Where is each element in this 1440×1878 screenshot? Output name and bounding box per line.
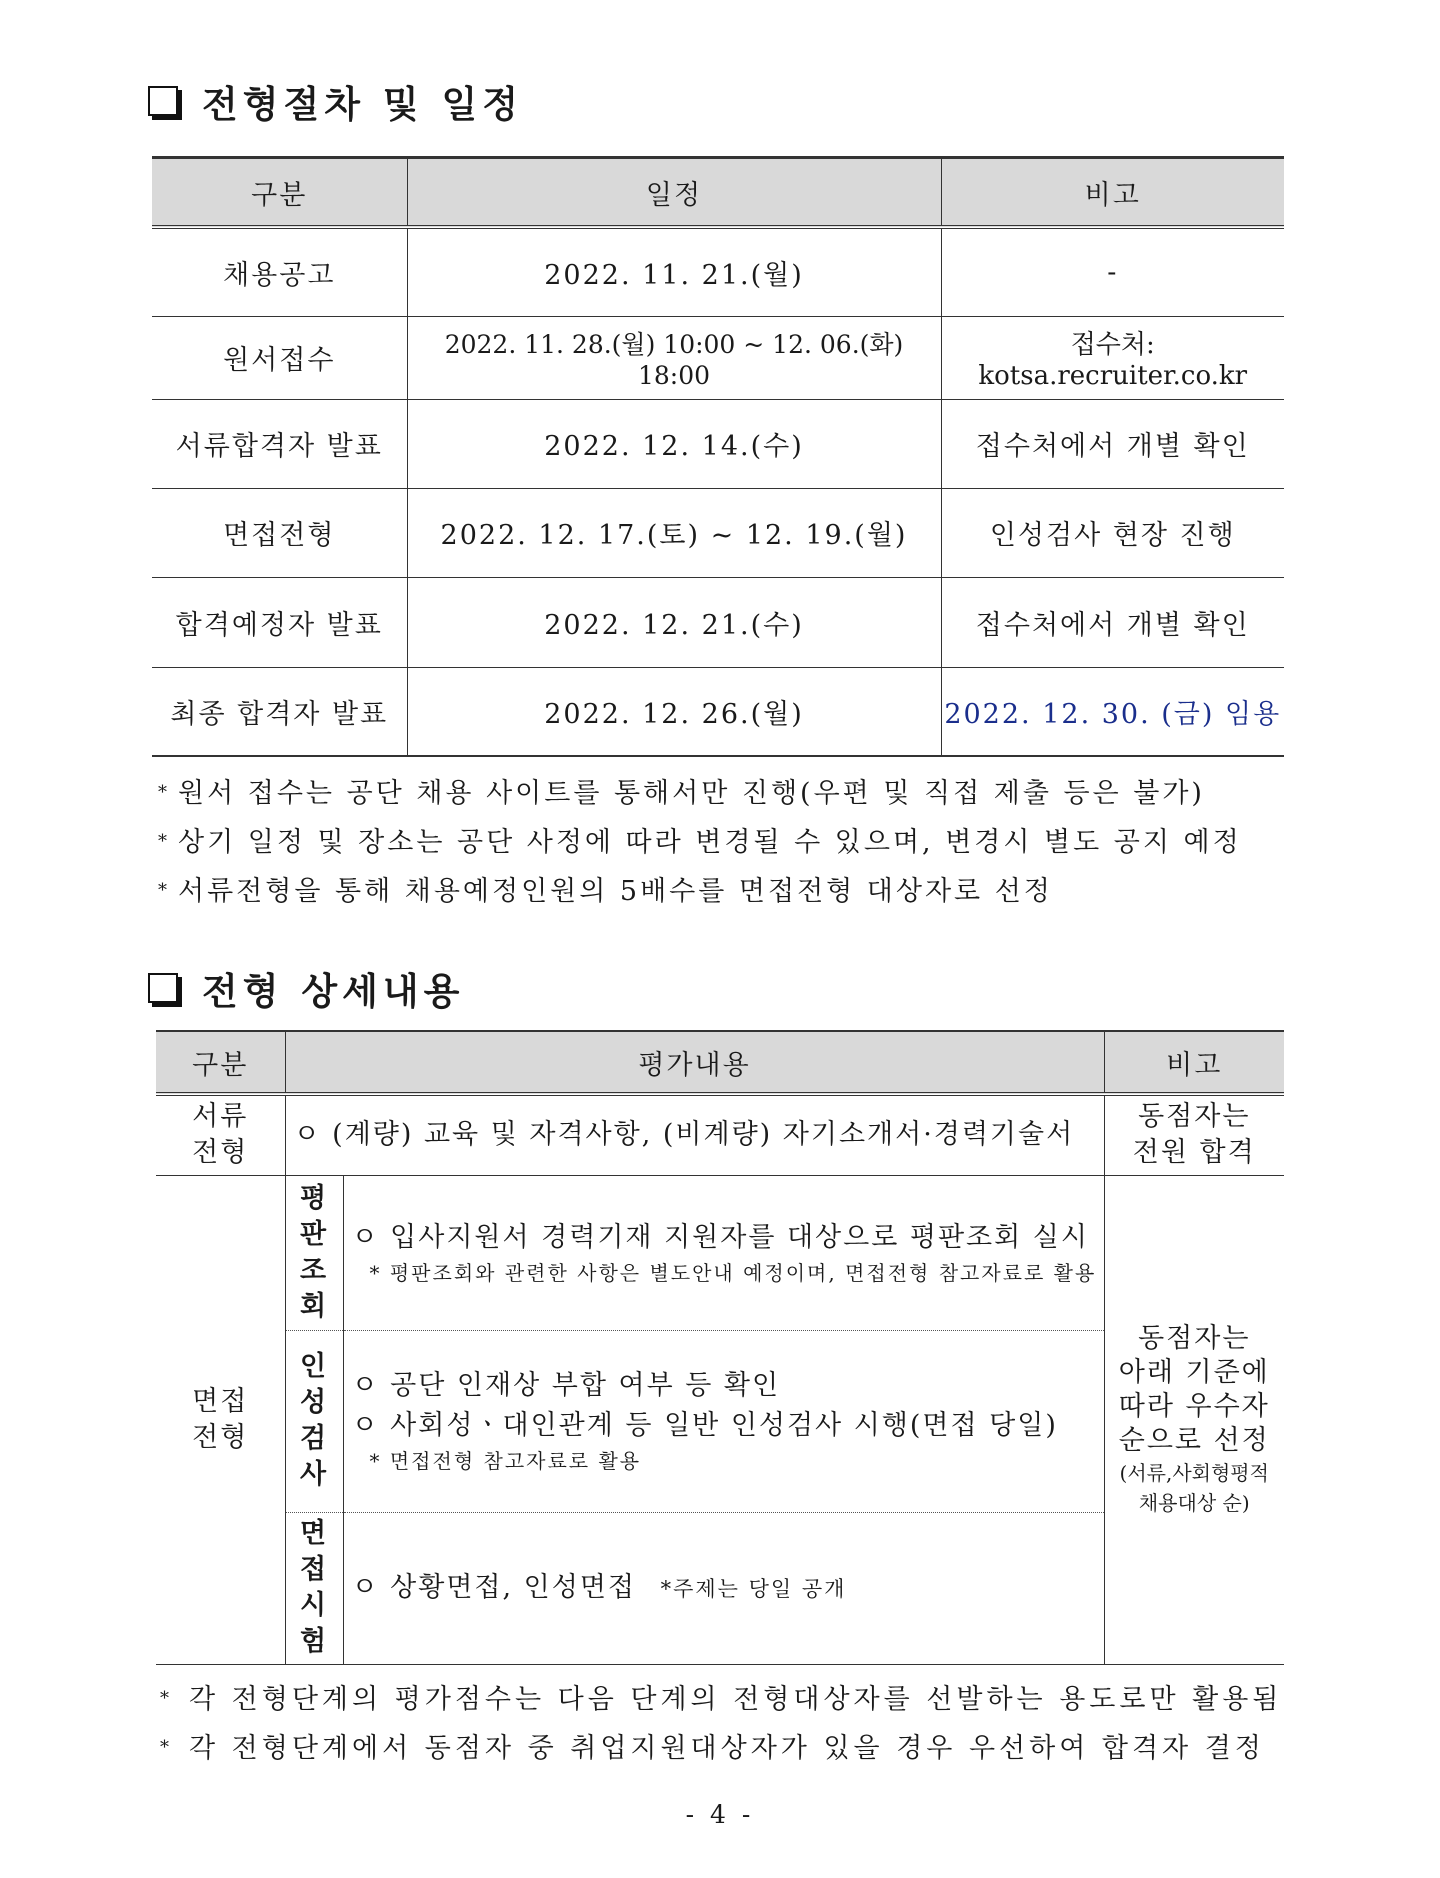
row-label: 최종 합격자 발표: [152, 667, 407, 756]
schedule-notes: [158, 771, 1242, 918]
footnote-item: * 각 전형단계의 평가점수는 다음 단계의 전형대상자를 선발하는 용도로만 활용됨: [160, 1677, 1282, 1726]
sublabel-personality: 인 성 검 사: [285, 1330, 343, 1512]
personality-content: ㅇ 공단 인재상 부합 여부 등 확인 ㅇ 사회성ㆍ대인관계 등 일반 인성검사 시행(면접 당일) * 면접전형 참고자료로 활용: [343, 1330, 1104, 1512]
interview-label: 면접 전형: [156, 1175, 285, 1664]
table-row-reference: [156, 1175, 1284, 1330]
doc-content: ㅇ (계량) 교육 및 자격사항, (비계량) 자기소개서·경력기술서: [285, 1094, 1104, 1175]
section-title-text: 전형절차 및 일정: [202, 83, 523, 126]
header-note: 비고: [1104, 1031, 1284, 1094]
row-date: 2022. 12. 17.(토) ~ 12. 19.(월): [407, 488, 941, 577]
header-category: 구분: [152, 158, 407, 228]
row-note: 접수처: kotsa.recruiter.co.kr: [941, 316, 1284, 399]
row-label: 원서접수: [152, 316, 407, 399]
checkbox-square-icon: [148, 86, 178, 116]
row-date: 2022. 12. 14.(수): [407, 399, 941, 488]
section-title-details: [148, 961, 464, 1015]
header-schedule: 일정: [407, 158, 941, 228]
header-evaluation: 평가내용: [285, 1031, 1104, 1094]
checkbox-square-icon: [148, 973, 178, 1003]
row-label: 면접전형: [152, 488, 407, 577]
table-row: [152, 667, 1284, 756]
note-item: * 원서 접수는 공단 채용 사이트를 통해서만 진행(우편 및 직접 제출 등은 불가): [158, 771, 1242, 820]
sublabel-interview: 면 접 시 험: [285, 1512, 343, 1664]
section-title-text: 전형 상세내용: [202, 970, 465, 1013]
interview-content: ㅇ 상황면접, 인성면접 *주제는 당일 공개: [343, 1512, 1104, 1664]
detail-footnotes: [160, 1677, 1282, 1775]
note-item: * 서류전형을 통해 채용예정인원의 5배수를 면접전형 대상자로 선정: [158, 869, 1242, 918]
row-note: -: [941, 227, 1284, 316]
sublabel-reference: 평 판 조 회: [285, 1175, 343, 1330]
header-note: 비고: [941, 158, 1284, 228]
table-row: [152, 316, 1284, 399]
table-row-document: [156, 1094, 1284, 1175]
doc-note: 동점자는 전원 합격: [1104, 1094, 1284, 1175]
table-header-row: [152, 158, 1284, 228]
row-note-highlight: 2022. 12. 30. (금) 임용: [941, 667, 1284, 756]
table-row: [152, 399, 1284, 488]
table-row: [152, 577, 1284, 667]
page-number: - 4 -: [685, 1800, 755, 1829]
schedule-table: [152, 156, 1284, 757]
header-category: 구분: [156, 1031, 285, 1094]
row-date: 2022. 12. 21.(수): [407, 577, 941, 667]
note-item: * 상기 일정 및 장소는 공단 사정에 따라 변경될 수 있으며, 변경시 별도 공지 예정: [158, 820, 1242, 869]
row-label: 서류합격자 발표: [152, 399, 407, 488]
table-row: [152, 227, 1284, 316]
table-row: [152, 488, 1284, 577]
row-note: 접수처에서 개별 확인: [941, 399, 1284, 488]
row-date: 2022. 12. 26.(월): [407, 667, 941, 756]
detail-table: [156, 1030, 1284, 1665]
row-label: 합격예정자 발표: [152, 577, 407, 667]
row-note: 접수처에서 개별 확인: [941, 577, 1284, 667]
table-header-row: [156, 1031, 1284, 1094]
footnote-item: * 각 전형단계에서 동점자 중 취업지원대상자가 있을 경우 우선하여 합격자 결정: [160, 1726, 1282, 1775]
row-date: 2022. 11. 21.(월): [407, 227, 941, 316]
row-note: 인성검사 현장 진행: [941, 488, 1284, 577]
row-label: 채용공고: [152, 227, 407, 316]
doc-label: 서류 전형: [156, 1094, 285, 1175]
row-date: 2022. 11. 28.(월) 10:00 ~ 12. 06.(화) 18:00: [407, 316, 941, 399]
reference-content: ㅇ 입사지원서 경력기재 지원자를 대상으로 평판조회 실시 * 평판조회와 관련한 사항은 별도안내 예정이며, 면접전형 참고자료로 활용: [343, 1175, 1104, 1330]
section-title-schedule: [148, 74, 523, 128]
interview-note: 동점자는 아래 기준에 따라 우수자 순으로 선정 (서류,사회형평적 채용대상 순): [1104, 1175, 1284, 1664]
